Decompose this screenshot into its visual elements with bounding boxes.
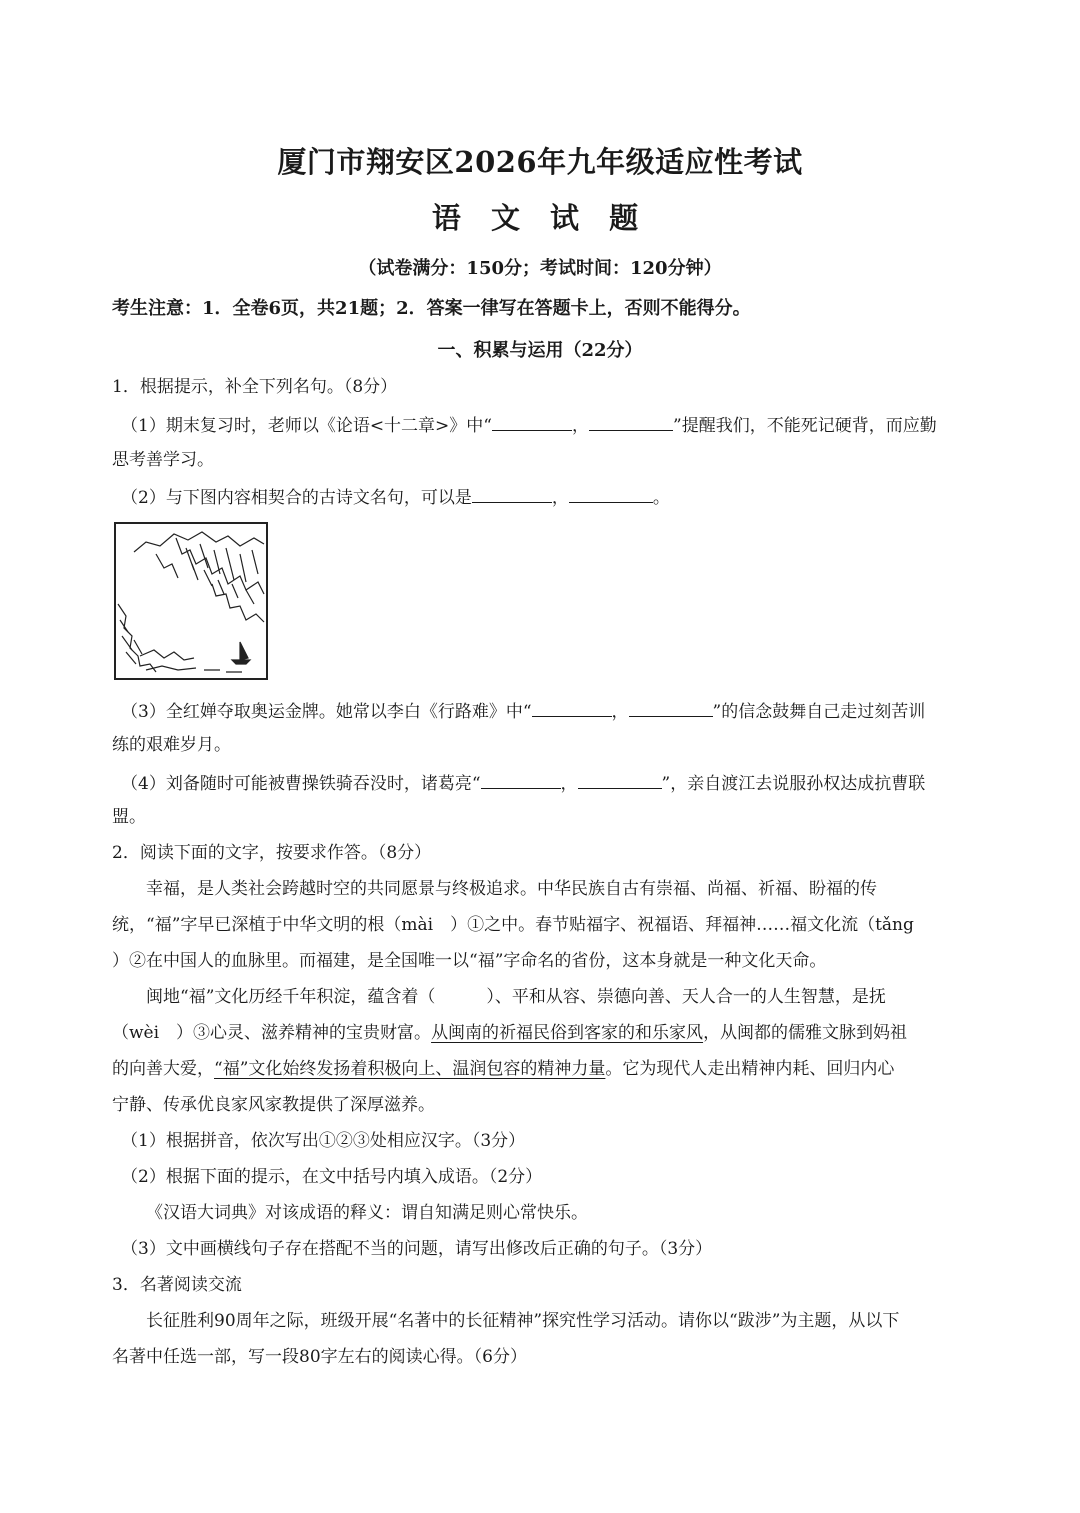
q1-part1-text-a: （1）期末复习时，老师以《论语<十二章>》中“ xyxy=(121,416,492,436)
q1-part3-text-a: （3）全红婵夺取奥运金牌。她常以李白《行路难》中“ xyxy=(121,702,532,722)
underlined-sentence-part1: 从闽南的祈福民俗到客家的和乐家风 xyxy=(431,1023,704,1043)
answer-blank[interactable] xyxy=(629,698,713,717)
q1-part3-text-b: ， xyxy=(611,702,629,722)
q2-para2-line3 xyxy=(112,1057,970,1081)
q1-part3-line2: 练的艰难岁月。 xyxy=(112,735,231,755)
q1-part4-text-a: （4）刘备随时可能被曹操铁骑吞没时，诸葛亮“ xyxy=(121,774,481,794)
q2-para2-line4: 宁静、传承优良家风家教提供了深厚滋养。 xyxy=(112,1095,435,1115)
q2-para2-text-rest: ，从闽都的儒雅文脉到妈祖 xyxy=(703,1023,908,1043)
q1-part4-line2: 盟。 xyxy=(112,807,146,827)
q3-para-line2: 名著中任选一部，写一段80字左右的阅读心得。（6分） xyxy=(112,1347,527,1367)
underlined-sentence-part2: “福”文化始终发扬着积极向上、温润包容的精神力量 xyxy=(214,1059,606,1079)
q1-part2-text-b: ， xyxy=(551,488,569,508)
q3-stem: 3．名著阅读交流 xyxy=(112,1275,242,1295)
q2-para1-line3: ）②在中国人的血脉里。而福建，是全国唯一以“福”字命名的省份，这本身就是一种文化天命。 xyxy=(112,951,827,971)
answer-blank[interactable] xyxy=(472,484,552,503)
answer-blank[interactable] xyxy=(578,770,662,789)
q2-sub3: （3）文中画横线句子存在搭配不当的问题，请写出修改后正确的句子。（3分） xyxy=(121,1239,713,1259)
answer-blank[interactable] xyxy=(532,698,612,717)
q2-sub2-hint: 《汉语大词典》对该成语的释义：谓自知满足则心常快乐。 xyxy=(146,1203,588,1223)
q2-para1-line2: 统，“福”字早已深植于中华文明的根（mài ）①之中。春节贴福字、祝福语、拜福神……福文化流（tǎng xyxy=(112,915,914,935)
landscape-illustration xyxy=(114,522,268,680)
exam-title: 厦门市翔安区2026年九年级适应性考试 xyxy=(277,145,803,179)
q2-stem: 2．阅读下面的文字，按要求作答。（8分） xyxy=(112,843,432,863)
q1-part4-text-b: ， xyxy=(560,774,578,794)
q2-sub2: （2）根据下面的提示，在文中括号内填入成语。（2分） xyxy=(121,1167,543,1187)
q2-para2-line2 xyxy=(112,1021,970,1045)
q2-para2-text-a: 的向善大爱， xyxy=(112,1059,214,1079)
answer-blank[interactable] xyxy=(481,770,561,789)
q2-sub1: （1）根据拼音，依次写出①②③处相应汉字。（3分） xyxy=(121,1131,526,1151)
answer-blank[interactable] xyxy=(589,412,673,431)
q1-part1-line1 xyxy=(121,412,979,438)
q2-para2-text: （wèi ）③心灵、滋养精神的宝贵财富。 xyxy=(112,1023,432,1043)
q1-part4-line1 xyxy=(121,770,979,796)
q2-para2-line1: 闽地“福”文化历经千年积淀，蕴含着（ ）、平和从容、崇德向善、天人合一的人生智慧，是抚 xyxy=(146,987,886,1007)
subject-title: 语 文 试 题 xyxy=(431,201,649,235)
q1-part2-text-c: 。 xyxy=(652,488,670,508)
q1-part2-text-a: （2）与下图内容相契合的古诗文名句，可以是 xyxy=(121,488,472,508)
q1-part4-text-c: ”，亲自渡江去说服孙权达成抗曹联 xyxy=(661,774,926,794)
q2-para1-line1: 幸福，是人类社会跨越时空的共同愿景与终极追求。中华民族自古有崇福、尚福、祈福、盼福的传 xyxy=(146,879,877,899)
q1-part3-line1 xyxy=(121,698,979,724)
q1-stem: 1．根据提示，补全下列名句。（8分） xyxy=(112,377,398,397)
answer-blank[interactable] xyxy=(492,412,572,431)
q3-para-line1: 长征胜利90周年之际，班级开展“名著中的长征精神”探究性学习活动。请你以“跋涉”为主题，从以下 xyxy=(146,1311,900,1331)
exam-meta: （试卷满分：150分；考试时间：120分钟） xyxy=(358,258,722,279)
q1-part3-text-c: ”的信念鼓舞自己走过刻苦训 xyxy=(712,702,926,722)
q1-part1-text-b: ， xyxy=(572,416,589,436)
q1-part2-line xyxy=(121,484,979,510)
q1-part1-line2: 思考善学习。 xyxy=(112,450,214,470)
mountain-river-boat-drawing xyxy=(116,524,266,678)
exam-notice: 考生注意：1．全卷6页，共21题；2．答案一律写在答题卡上，否则不能得分。 xyxy=(112,298,751,319)
q2-para2-text-b: 。它为现代人走出精神内耗、回归内心 xyxy=(605,1059,895,1079)
q1-part1-text-c: ”提醒我们，不能死记硬背，而应勤 xyxy=(673,416,937,436)
section-heading: 一、积累与运用（22分） xyxy=(437,340,643,361)
answer-blank[interactable] xyxy=(569,484,653,503)
